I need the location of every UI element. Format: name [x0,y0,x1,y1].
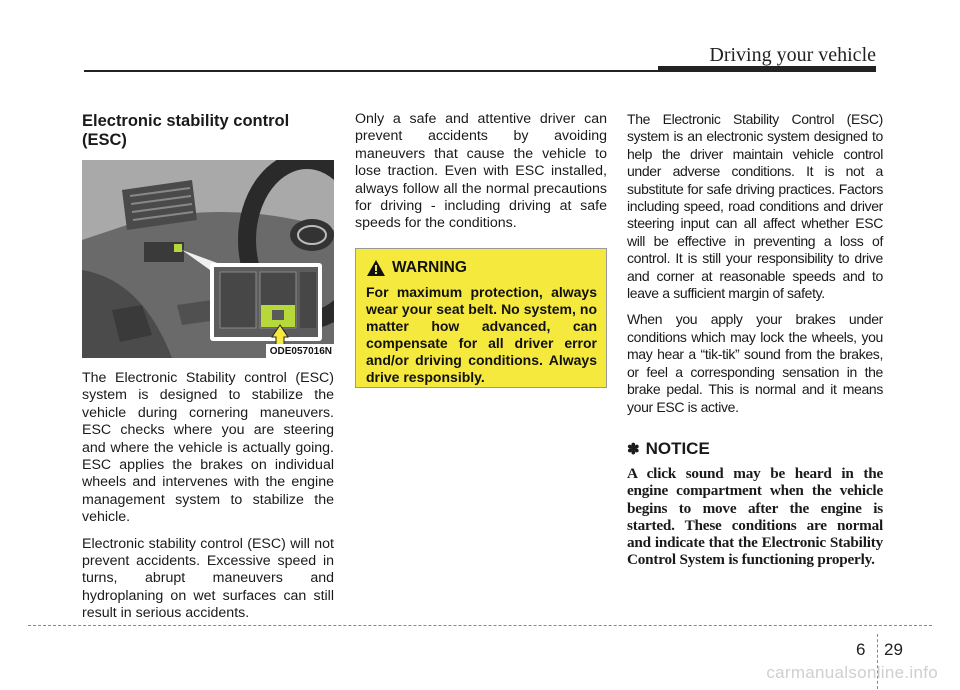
watermark: carmanualsonline.info [766,663,938,682]
section-title: Electronic stability control (ESC) [82,112,290,149]
notice-header [627,439,883,459]
warning-header [366,259,597,277]
dashboard-figure [82,160,334,358]
warning-title: WARNING [392,258,467,276]
column-1 [82,112,334,632]
safe-driver-paragraph: Only a safe and attentive driver can prevent accidents by avoiding maneuvers that cause the vehicle to lose traction. Even with ESC installed, always follow all the normal precautions for driving - including driving at safe speeds for the conditions. [355,111,607,232]
brake-sound-paragraph: When you apply your brakes under conditions which may lock the wheels, you may hear a “tik-tik” sound from the brakes, or feel a corresponding sensation in the brake pedal. This is normal and it means your ESC is active. [627,311,883,415]
notice-star-icon: ✽ [627,440,640,458]
header-rule-thick [658,66,876,72]
esc-limitations-paragraph: Electronic stability control (ESC) will not prevent accidents. Excessive speed in turns, abrupt maneuvers and hydroplaning on wet surfaces can still result in serious accidents. [82,535,334,622]
header-rule [84,70,660,72]
esc-intro-paragraph: The Electronic Stability control (ESC) system is designed to stabilize the vehicle during cornering maneuvers. ESC checks where you are steering and where the vehicle is actually going. ESC applies the brakes on individual wheels and intervenes with the engine management system to stabilize the vehicle. [82,370,334,526]
notice-title: NOTICE [645,438,710,458]
column-3 [627,111,883,569]
chapter-number: 6 [856,640,866,659]
column-2 [355,111,607,388]
header-title: Driving your vehicle [709,44,876,66]
esc-description-paragraph: The Electronic Stability Control (ESC) system is an electronic system designed to help the driver maintain vehicle control under adverse conditions. It is not a substitute for safe driving practices. Factors including speed, road conditions and driver steering input can all affect whether ESC will be effective in preventing a loss of control. It is still your responsibility to drive and corner at reasonable speeds and to leave a sufficient margin of safety. [627,111,883,302]
figure-label: ODE057016N [266,344,334,358]
footer-divider [28,625,932,626]
warning-box [355,248,607,388]
warning-text: For maximum protection, always wear your seat belt. No system, no matter how advanced, can compensate for all driver error and/or driving conditions. Always drive responsibly. [366,283,597,385]
notice-text: A click sound may be heard in the engine compartment when the vehicle begins to move after the engine is started. These conditions are normal and indicate that the Electronic Stability Control System is functioning properly. [627,464,883,569]
page-number: 29 [884,640,903,659]
warning-triangle-icon [366,259,386,277]
dashboard-illustration [82,160,334,358]
